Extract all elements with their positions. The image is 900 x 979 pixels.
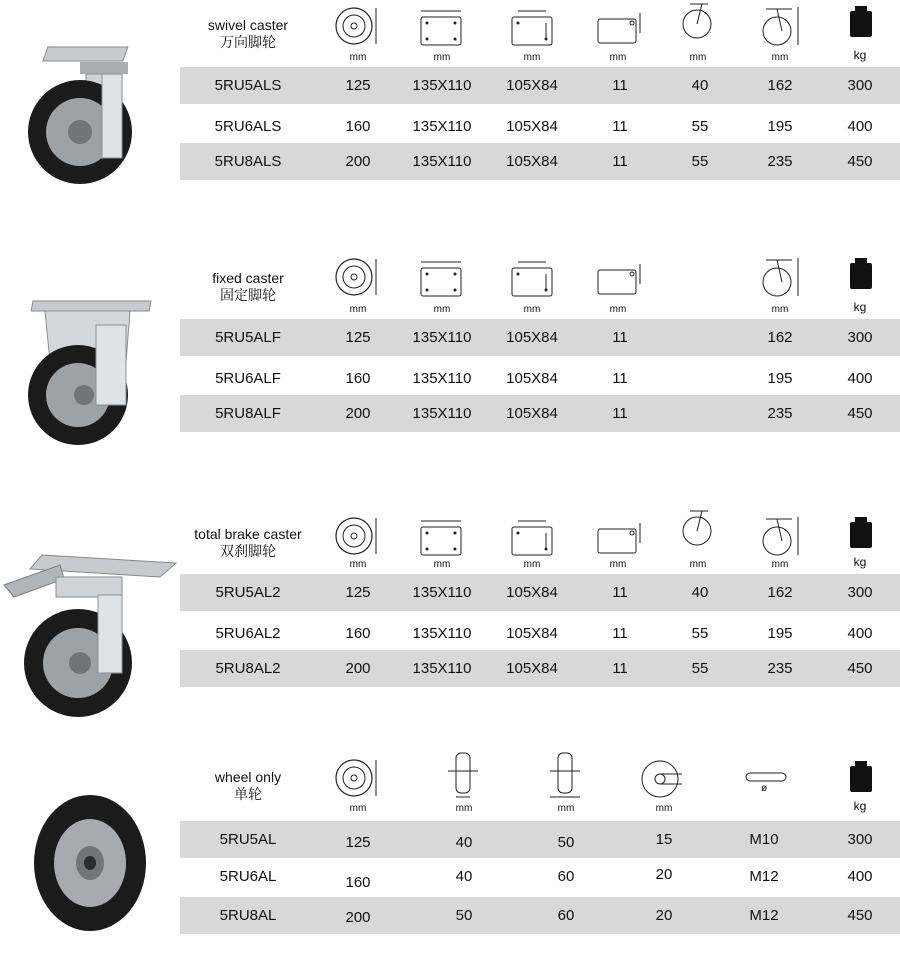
table-cell: 20 [655, 866, 673, 883]
table-cell: 15 [655, 831, 673, 848]
table-cell: 195 [767, 625, 793, 642]
table-cell: 162 [767, 329, 793, 346]
table-row [180, 615, 900, 652]
unit-label: mm [523, 52, 541, 63]
wheel-diameter-icon [332, 3, 382, 49]
table-cell: 125 [345, 77, 371, 94]
table-cell: 50 [455, 907, 473, 924]
table-cell: 105X84 [506, 77, 558, 94]
model-cell: 5RU8ALF [215, 405, 281, 422]
title-en: swivel caster [207, 17, 289, 33]
table-cell: 135X110 [412, 405, 472, 422]
section-title [180, 17, 316, 51]
table-cell: 105X84 [506, 584, 558, 601]
table-row [180, 360, 900, 397]
unit-label: mm [433, 304, 451, 315]
table-row [180, 574, 900, 611]
table-cell: 135X110 [412, 153, 472, 170]
unit-label: mm [433, 52, 451, 63]
unit-label: mm [455, 803, 473, 814]
table-cell: 160 [345, 874, 371, 891]
table-cell: 55 [691, 153, 709, 170]
table-cell: 400 [847, 370, 873, 387]
table-cell: M12 [749, 907, 779, 924]
table-cell: 135X110 [412, 660, 472, 677]
swivel-caster-section [0, 0, 900, 190]
table-cell: 11 [612, 584, 628, 601]
title-en: fixed caster [212, 270, 284, 286]
unit-label: mm [523, 304, 541, 315]
overall-height-icon [760, 3, 806, 49]
bolt-hole-diameter-icon [596, 513, 646, 559]
table-cell: 40 [691, 77, 709, 94]
model-cell: 5RU6ALS [214, 118, 282, 135]
unit-label: mm [557, 803, 575, 814]
wheel-diameter-icon [332, 254, 382, 300]
bolt-hole-spacing-icon [508, 254, 558, 300]
table-cell: 105X84 [506, 370, 558, 387]
table-cell: 105X84 [506, 118, 558, 135]
table-cell: 160 [345, 625, 371, 642]
table-cell: 135X110 [412, 118, 472, 135]
bore-diameter-icon [638, 755, 688, 801]
table-cell: 300 [847, 584, 873, 601]
table-row [180, 650, 900, 687]
section-title [178, 526, 318, 560]
table-cell: 135X110 [412, 584, 472, 601]
model-cell: 5RU8ALS [214, 153, 282, 170]
table-cell: 11 [612, 370, 628, 387]
table-cell: 40 [455, 834, 473, 851]
table-cell: 450 [847, 153, 873, 170]
section-title [180, 769, 316, 803]
model-cell: 5RU5AL [219, 831, 277, 848]
overall-height-icon [760, 513, 806, 559]
unit-label: kg [853, 555, 867, 569]
load-capacity-weight-icon [846, 517, 876, 549]
model-cell: 5RU6ALF [215, 370, 281, 387]
table-cell: 400 [847, 625, 873, 642]
table-cell: 162 [767, 77, 793, 94]
title-en: total brake caster [194, 526, 302, 542]
table-row [180, 858, 900, 895]
table-row [180, 319, 900, 356]
table-cell: 450 [847, 405, 873, 422]
table-cell: 200 [345, 405, 371, 422]
unit-label: mm [609, 559, 627, 570]
table-cell: 105X84 [506, 405, 558, 422]
table-cell: 105X84 [506, 660, 558, 677]
table-cell: 135X110 [412, 370, 472, 387]
table-cell: 135X110 [412, 329, 472, 346]
load-capacity-weight-icon [846, 6, 876, 38]
top-plate-size-icon [417, 3, 467, 49]
title-cn: 固定脚轮 [220, 287, 276, 303]
table-cell: 11 [612, 405, 628, 422]
load-capacity-weight-icon [846, 258, 876, 290]
table-cell: 135X110 [412, 625, 472, 642]
table-cell: M10 [749, 831, 779, 848]
table-cell: 60 [557, 907, 575, 924]
table-cell: 135X110 [412, 77, 472, 94]
wheel-only-section [0, 745, 900, 939]
bolt-hole-spacing-icon [508, 513, 558, 559]
table-cell: 300 [847, 329, 873, 346]
table-cell: 400 [847, 118, 873, 135]
model-cell: 5RU8AL [219, 907, 277, 924]
table-cell: 20 [655, 907, 673, 924]
table-cell: 450 [847, 907, 873, 924]
total-brake-caster-photo [0, 545, 180, 755]
table-cell: M12 [749, 868, 779, 885]
table-cell: 11 [612, 660, 628, 677]
table-cell: 235 [767, 660, 793, 677]
table-cell: 200 [345, 660, 371, 677]
wheel-diameter-icon [332, 755, 382, 801]
wheel-only-photo [0, 785, 180, 979]
unit-label: mm [771, 304, 789, 315]
unit-label: mm [609, 304, 627, 315]
unit-label: mm [349, 304, 367, 315]
table-cell: 125 [345, 329, 371, 346]
title-en: wheel only [214, 769, 282, 785]
table-cell: 125 [345, 584, 371, 601]
table-cell: 50 [557, 834, 575, 851]
unit-label: mm [655, 803, 673, 814]
table-cell: 11 [612, 153, 628, 170]
model-cell: 5RU5AL2 [215, 584, 281, 601]
swivel-offset-icon [680, 507, 720, 553]
table-cell: 300 [847, 77, 873, 94]
table-cell: 195 [767, 370, 793, 387]
unit-label: mm [349, 52, 367, 63]
table-row [180, 395, 900, 432]
table-cell: 450 [847, 660, 873, 677]
unit-label: kg [853, 300, 867, 314]
table-row [180, 821, 900, 858]
table-cell: 105X84 [506, 625, 558, 642]
model-cell: 5RU5ALS [214, 77, 282, 94]
model-cell: 5RU5ALF [215, 329, 281, 346]
model-cell: 5RU8AL2 [215, 660, 281, 677]
table-row [180, 897, 900, 934]
table-row [180, 143, 900, 180]
table-cell: 55 [691, 625, 709, 642]
table-cell: 60 [557, 868, 575, 885]
unit-label: mm [689, 52, 707, 63]
unit-label: mm [349, 559, 367, 570]
table-row [180, 108, 900, 145]
table-cell: 200 [345, 909, 371, 926]
fixed-caster-photo [0, 295, 180, 495]
table-cell: 55 [691, 660, 709, 677]
bolt-hole-diameter-icon [596, 254, 646, 300]
bolt-hole-spacing-icon [508, 3, 558, 49]
overall-height-icon [760, 254, 806, 300]
hub-length-icon [546, 751, 586, 799]
table-cell: 235 [767, 405, 793, 422]
unit-label: mm [349, 803, 367, 814]
table-cell: 40 [455, 868, 473, 885]
table-cell: 40 [691, 584, 709, 601]
table-cell: 235 [767, 153, 793, 170]
table-cell: 160 [345, 118, 371, 135]
top-plate-size-icon [417, 254, 467, 300]
table-cell: 11 [612, 329, 628, 346]
top-plate-size-icon [417, 513, 467, 559]
table-cell: 11 [612, 77, 628, 94]
unit-label: mm [771, 559, 789, 570]
table-cell: 195 [767, 118, 793, 135]
unit-label: ø [760, 783, 768, 794]
bolt-hole-diameter-icon [596, 3, 646, 49]
fixed-caster-section [0, 250, 900, 450]
unit-label: kg [853, 48, 867, 62]
wheel-diameter-icon [332, 513, 382, 559]
unit-label: mm [771, 52, 789, 63]
model-cell: 5RU6AL2 [215, 625, 281, 642]
table-row [180, 67, 900, 104]
title-cn: 双刹脚轮 [220, 543, 276, 559]
unit-label: kg [853, 799, 867, 813]
table-cell: 400 [847, 868, 873, 885]
table-cell: 125 [345, 834, 371, 851]
table-cell: 11 [612, 118, 628, 135]
unit-label: mm [523, 559, 541, 570]
table-cell: 300 [847, 831, 873, 848]
section-title [180, 270, 316, 304]
title-cn: 万向脚轮 [220, 34, 276, 50]
unit-label: mm [433, 559, 451, 570]
total-brake-caster-section [0, 505, 900, 715]
unit-label: mm [609, 52, 627, 63]
title-cn: 单轮 [234, 786, 262, 802]
table-cell: 160 [345, 370, 371, 387]
table-cell: 105X84 [506, 329, 558, 346]
table-cell: 55 [691, 118, 709, 135]
table-cell: 11 [612, 625, 628, 642]
table-cell: 200 [345, 153, 371, 170]
table-cell: 162 [767, 584, 793, 601]
swivel-caster-photo [0, 0, 180, 190]
load-capacity-weight-icon [846, 761, 876, 793]
swivel-offset-icon [680, 0, 720, 46]
unit-label: mm [689, 559, 707, 570]
model-cell: 5RU6AL [219, 868, 277, 885]
table-cell: 105X84 [506, 153, 558, 170]
tread-width-icon [444, 751, 484, 799]
